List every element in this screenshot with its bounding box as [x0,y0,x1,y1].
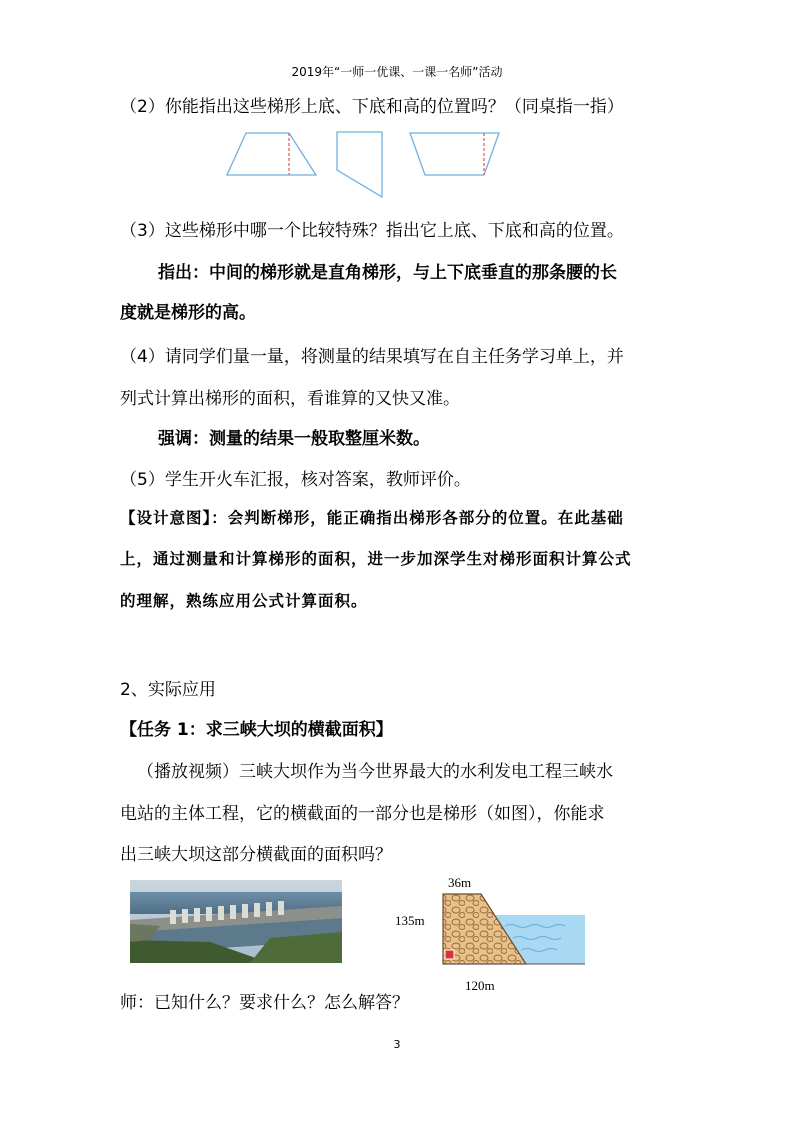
section-heading: 2、实际应用 [120,680,216,700]
dam-top-label: 36m [448,875,472,890]
dam-height-label: 135m [395,913,425,928]
question-3: （3）这些梯形中哪一个比较特殊？指出它上底、下底和高的位置。 [120,221,624,241]
question-5: （5）学生开火车汇报，核对答案，教师评价。 [120,470,471,490]
paragraph-line1: （播放视频）三峡大坝作为当今世界最大的水利发电工程三峡水 [137,762,613,782]
trapezoid-right [410,133,499,175]
question-4-line2: 列式计算出梯形的面积，看谁算的又快又准。 [120,389,460,409]
dam-photo [130,880,342,963]
task-1-title: 【任务 1：求三峡大坝的横截面积】 [120,720,393,740]
design-intent-line2: 上，通过测量和计算梯形的面积，进一步加深学生对梯形面积计算公式 [120,549,632,568]
dam-cross-section [395,870,590,995]
point-out-line1: 指出：中间的梯形就是直角梯形，与上下底垂直的那条腰的长 [158,263,617,283]
question-2: （2）你能指出这些梯形上底、下底和高的位置吗？（同桌指一指） [120,97,624,117]
emphasis: 强调：测量的结果一般取整厘米数。 [158,429,430,449]
design-intent-line3: 的理解，熟练应用公式计算面积。 [120,591,368,610]
dam-bottom-label: 120m [465,978,495,993]
teacher-question: 师：已知什么？要求什么？怎么解答？ [120,993,409,1013]
paragraph-line3: 出三峡大坝这部分横截面的面积吗？ [120,845,392,865]
question-4-line1: （4）请同学们量一量，将测量的结果填写在自主任务学习单上，并 [120,347,624,367]
point-out-line2: 度就是梯形的高。 [120,303,256,323]
page-number: 3 [393,1038,401,1051]
page-header: 2019年“一师一优课、一课一名师”活动 [291,65,503,79]
design-intent-line1: 【设计意图】：会判断梯形，能正确指出梯形各部分的位置。在此基础 [120,508,624,527]
trapezoid-left [227,133,316,175]
paragraph-line2: 电站的主体工程，它的横截面的一部分也是梯形（如图），你能求 [120,804,605,824]
trapezoid-right-angle [337,132,382,197]
trapezoid-figures [220,128,510,200]
